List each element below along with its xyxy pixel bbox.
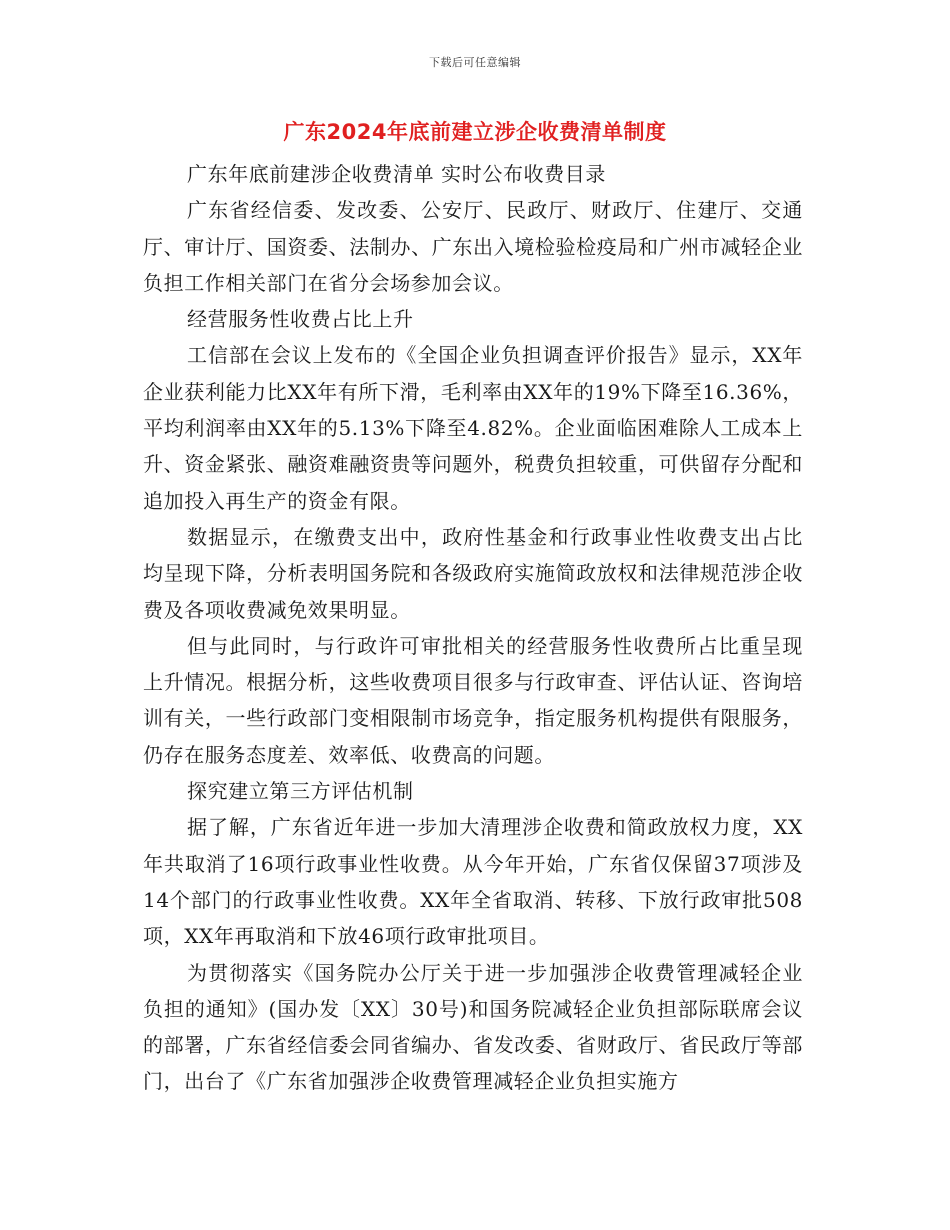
paragraph-subtitle: 广东年底前建涉企收费清单 实时公布收费目录 <box>187 162 606 186</box>
paragraph: 但与此同时，与行政许可审批相关的经营服务性收费所占比重呈现上升情况。根据分析，这些收费项目很多与行政审查、评估认证、咨询培训有关，一些行政部门变相限制市场竞争，指定服务机构提供有限服务，仍存在服务态度差、效率低、收费高的问题。 <box>143 633 803 767</box>
paragraph: 工信部在会议上发布的《全国企业负担调查评价报告》显示，XX年企业获利能力比XX年有所下滑，毛利率由XX年的19%下降至16.36%，平均利润率由XX年的5.13%下降至4.82%。企业面临困难除人工成本上升、资金紧张、融资难融资贵等问题外，税费负担较重，可供留存分配和追加投入再生产的资金有限。 <box>143 343 803 513</box>
paragraph: 为贯彻落实《国务院办公厅关于进一步加强涉企收费管理减轻企业负担的通知》(国办发〔XX〕30号)和国务院减轻企业负担部际联席会议的部署，广东省经信委会同省编办、省发改委、省财政厅、省民政厅等部门，出台了《广东省加强涉企收费管理减轻企业负担实施方 <box>143 960 803 1094</box>
document-title: 广东2024年底前建立涉企收费清单制度 <box>283 120 667 144</box>
paragraph: 广东省经信委、发改委、公安厅、民政厅、财政厅、住建厅、交通厅、审计厅、国资委、法制办、广东出入境检验检疫局和广州市减轻企业负担工作相关部门在省分会场参加会议。 <box>143 198 803 295</box>
paragraph: 数据显示，在缴费支出中，政府性基金和行政事业性收费支出占比均呈现下降，分析表明国务院和各级政府实施简政放权和法律规范涉企收费及各项收费减免效果明显。 <box>143 524 803 622</box>
header-note: 下载后可任意编辑 <box>429 56 521 69</box>
document-body <box>143 156 803 1100</box>
section-heading: 探究建立第三方评估机制 <box>187 779 414 804</box>
paragraph: 据了解，广东省近年进一步加大清理涉企收费和简政放权力度，XX年共取消了16项行政事业性收费。从今年开始，广东省仅保留37项涉及14个部门的行政事业性收费。XX年全省取消、转移、下放行政审批508项，XX年再取消和下放46项行政审批项目。 <box>143 815 803 949</box>
section-heading: 经营服务性收费占比上升 <box>187 307 414 332</box>
